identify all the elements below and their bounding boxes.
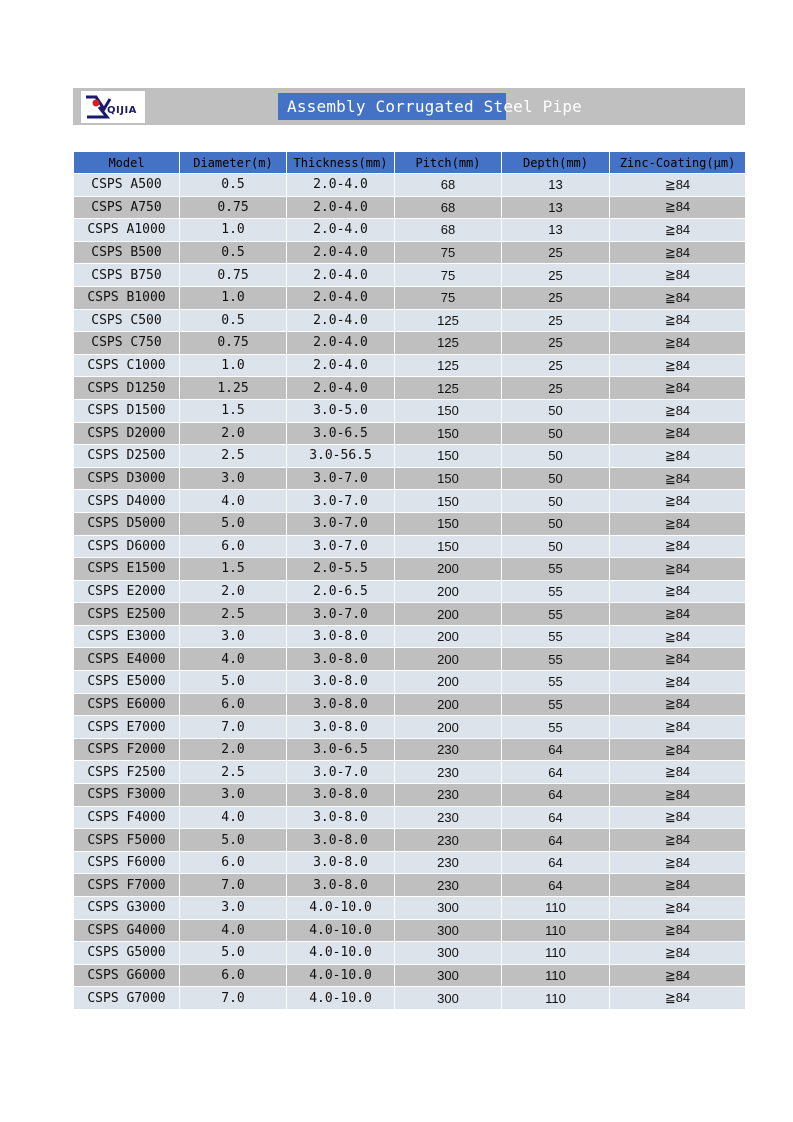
- cell-zinc: ≧84: [610, 467, 746, 490]
- cell-thickness: 2.0-6.5: [287, 580, 395, 603]
- table-row: [74, 580, 746, 603]
- cell-zinc: ≧84: [610, 784, 746, 807]
- column-header-thickness: Thickness(mm): [287, 152, 395, 174]
- cell-thickness: 3.0-8.0: [287, 784, 395, 807]
- page-title: [278, 93, 582, 120]
- cell-zinc: ≧84: [610, 445, 746, 468]
- cell-thickness: 2.0-4.0: [287, 264, 395, 287]
- cell-depth: 13: [502, 174, 610, 197]
- cell-model: CSPS E2000: [74, 580, 180, 603]
- cell-depth: 50: [502, 512, 610, 535]
- cell-model: CSPS C1000: [74, 354, 180, 377]
- cell-zinc: ≧84: [610, 761, 746, 784]
- cell-diameter: 1.5: [180, 399, 287, 422]
- cell-diameter: 4.0: [180, 919, 287, 942]
- cell-model: CSPS F4000: [74, 806, 180, 829]
- cell-diameter: 0.5: [180, 309, 287, 332]
- cell-diameter: 2.0: [180, 738, 287, 761]
- cell-depth: 64: [502, 761, 610, 784]
- cell-pitch: 68: [395, 196, 502, 219]
- cell-depth: 55: [502, 648, 610, 671]
- table-row: [74, 919, 746, 942]
- table-row: [74, 874, 746, 897]
- cell-diameter: 1.5: [180, 558, 287, 581]
- cell-thickness: 3.0-8.0: [287, 716, 395, 739]
- cell-diameter: 6.0: [180, 964, 287, 987]
- cell-model: CSPS B500: [74, 241, 180, 264]
- cell-depth: 110: [502, 897, 610, 920]
- cell-model: CSPS D6000: [74, 535, 180, 558]
- cell-pitch: 150: [395, 422, 502, 445]
- cell-zinc: ≧84: [610, 716, 746, 739]
- cell-zinc: ≧84: [610, 535, 746, 558]
- cell-model: CSPS A500: [74, 174, 180, 197]
- table-row: [74, 625, 746, 648]
- table-row: [74, 671, 746, 694]
- cell-zinc: ≧84: [610, 851, 746, 874]
- cell-thickness: 3.0-8.0: [287, 693, 395, 716]
- cell-depth: 64: [502, 784, 610, 807]
- cell-pitch: 230: [395, 806, 502, 829]
- cell-thickness: 4.0-10.0: [287, 987, 395, 1010]
- cell-depth: 50: [502, 445, 610, 468]
- cell-zinc: ≧84: [610, 671, 746, 694]
- cell-model: CSPS F3000: [74, 784, 180, 807]
- cell-diameter: 6.0: [180, 851, 287, 874]
- cell-diameter: 3.0: [180, 625, 287, 648]
- cell-diameter: 5.0: [180, 671, 287, 694]
- cell-thickness: 3.0-8.0: [287, 874, 395, 897]
- cell-thickness: 3.0-7.0: [287, 761, 395, 784]
- cell-pitch: 200: [395, 558, 502, 581]
- cell-zinc: ≧84: [610, 603, 746, 626]
- cell-model: CSPS G4000: [74, 919, 180, 942]
- cell-model: CSPS D5000: [74, 512, 180, 535]
- cell-diameter: 2.5: [180, 603, 287, 626]
- cell-pitch: 200: [395, 580, 502, 603]
- table-row: [74, 942, 746, 965]
- cell-diameter: 1.0: [180, 354, 287, 377]
- column-header-model: Model: [74, 152, 180, 174]
- cell-pitch: 300: [395, 942, 502, 965]
- cell-model: CSPS G7000: [74, 987, 180, 1010]
- cell-depth: 55: [502, 558, 610, 581]
- cell-depth: 25: [502, 241, 610, 264]
- cell-zinc: ≧84: [610, 806, 746, 829]
- cell-zinc: ≧84: [610, 738, 746, 761]
- table-row: [74, 490, 746, 513]
- cell-diameter: 0.75: [180, 264, 287, 287]
- cell-diameter: 5.0: [180, 942, 287, 965]
- cell-depth: 50: [502, 399, 610, 422]
- cell-zinc: ≧84: [610, 558, 746, 581]
- cell-zinc: ≧84: [610, 354, 746, 377]
- cell-thickness: 2.0-5.5: [287, 558, 395, 581]
- cell-pitch: 125: [395, 354, 502, 377]
- cell-depth: 64: [502, 874, 610, 897]
- cell-diameter: 0.5: [180, 241, 287, 264]
- cell-zinc: ≧84: [610, 987, 746, 1010]
- cell-diameter: 2.5: [180, 445, 287, 468]
- cell-diameter: 4.0: [180, 490, 287, 513]
- logo-text: QIJIA: [107, 105, 137, 116]
- cell-depth: 55: [502, 716, 610, 739]
- cell-depth: 55: [502, 693, 610, 716]
- cell-depth: 110: [502, 987, 610, 1010]
- cell-zinc: ≧84: [610, 512, 746, 535]
- cell-zinc: ≧84: [610, 874, 746, 897]
- cell-pitch: 150: [395, 535, 502, 558]
- cell-depth: 55: [502, 671, 610, 694]
- cell-thickness: 3.0-8.0: [287, 625, 395, 648]
- cell-pitch: 150: [395, 490, 502, 513]
- table-row: [74, 219, 746, 242]
- cell-zinc: ≧84: [610, 377, 746, 400]
- cell-pitch: 125: [395, 309, 502, 332]
- cell-diameter: 7.0: [180, 716, 287, 739]
- cell-diameter: 2.5: [180, 761, 287, 784]
- cell-pitch: 230: [395, 784, 502, 807]
- cell-model: CSPS G3000: [74, 897, 180, 920]
- cell-thickness: 3.0-7.0: [287, 512, 395, 535]
- table-row: [74, 535, 746, 558]
- table-row: [74, 897, 746, 920]
- cell-pitch: 230: [395, 851, 502, 874]
- table-row: [74, 174, 746, 197]
- cell-depth: 55: [502, 580, 610, 603]
- cell-model: CSPS F2500: [74, 761, 180, 784]
- cell-model: CSPS B750: [74, 264, 180, 287]
- cell-thickness: 3.0-6.5: [287, 422, 395, 445]
- cell-depth: 64: [502, 829, 610, 852]
- cell-pitch: 300: [395, 987, 502, 1010]
- cell-pitch: 300: [395, 964, 502, 987]
- cell-depth: 55: [502, 625, 610, 648]
- cell-diameter: 4.0: [180, 648, 287, 671]
- cell-pitch: 68: [395, 219, 502, 242]
- table-row: [74, 603, 746, 626]
- header-bar: [73, 88, 745, 125]
- cell-diameter: 2.0: [180, 580, 287, 603]
- cell-pitch: 125: [395, 332, 502, 355]
- column-header-depth: Depth(mm): [502, 152, 610, 174]
- column-header-diameter: Diameter(m): [180, 152, 287, 174]
- table-row: [74, 286, 746, 309]
- cell-zinc: ≧84: [610, 422, 746, 445]
- cell-depth: 25: [502, 377, 610, 400]
- table-row: [74, 241, 746, 264]
- cell-zinc: ≧84: [610, 174, 746, 197]
- cell-model: CSPS G6000: [74, 964, 180, 987]
- cell-thickness: 3.0-8.0: [287, 648, 395, 671]
- cell-zinc: ≧84: [610, 286, 746, 309]
- cell-model: CSPS F2000: [74, 738, 180, 761]
- table-row: [74, 761, 746, 784]
- cell-model: CSPS E2500: [74, 603, 180, 626]
- cell-pitch: 150: [395, 445, 502, 468]
- cell-depth: 25: [502, 309, 610, 332]
- cell-model: CSPS D1500: [74, 399, 180, 422]
- table-row: [74, 693, 746, 716]
- cell-diameter: 3.0: [180, 784, 287, 807]
- table-row: [74, 512, 746, 535]
- cell-pitch: 200: [395, 671, 502, 694]
- cell-pitch: 200: [395, 693, 502, 716]
- table-row: [74, 784, 746, 807]
- table-row: [74, 264, 746, 287]
- cell-diameter: 1.0: [180, 219, 287, 242]
- cell-thickness: 3.0-8.0: [287, 851, 395, 874]
- cell-zinc: ≧84: [610, 264, 746, 287]
- cell-thickness: 2.0-4.0: [287, 377, 395, 400]
- cell-depth: 64: [502, 851, 610, 874]
- cell-pitch: 200: [395, 648, 502, 671]
- column-header-pitch: Pitch(mm): [395, 152, 502, 174]
- cell-model: CSPS A750: [74, 196, 180, 219]
- table-header-row: [74, 152, 746, 174]
- cell-zinc: ≧84: [610, 829, 746, 852]
- cell-pitch: 75: [395, 286, 502, 309]
- spec-table: [73, 151, 746, 1010]
- cell-diameter: 5.0: [180, 829, 287, 852]
- cell-thickness: 3.0-7.0: [287, 603, 395, 626]
- cell-model: CSPS D2000: [74, 422, 180, 445]
- cell-zinc: ≧84: [610, 580, 746, 603]
- cell-zinc: ≧84: [610, 648, 746, 671]
- cell-zinc: ≧84: [610, 942, 746, 965]
- cell-diameter: 0.5: [180, 174, 287, 197]
- table-row: [74, 332, 746, 355]
- cell-depth: 110: [502, 919, 610, 942]
- cell-zinc: ≧84: [610, 399, 746, 422]
- cell-pitch: 68: [395, 174, 502, 197]
- cell-depth: 25: [502, 286, 610, 309]
- cell-pitch: 300: [395, 919, 502, 942]
- cell-zinc: ≧84: [610, 625, 746, 648]
- cell-thickness: 4.0-10.0: [287, 942, 395, 965]
- table-row: [74, 716, 746, 739]
- cell-depth: 55: [502, 603, 610, 626]
- cell-depth: 50: [502, 422, 610, 445]
- company-logo: [81, 91, 145, 123]
- cell-pitch: 150: [395, 512, 502, 535]
- cell-zinc: ≧84: [610, 219, 746, 242]
- cell-diameter: 5.0: [180, 512, 287, 535]
- cell-thickness: 2.0-4.0: [287, 196, 395, 219]
- cell-zinc: ≧84: [610, 241, 746, 264]
- cell-model: CSPS D4000: [74, 490, 180, 513]
- title-text: Assembly Corrugated Steel Pipe: [287, 97, 582, 116]
- table-row: [74, 738, 746, 761]
- table-row: [74, 399, 746, 422]
- cell-thickness: 2.0-4.0: [287, 286, 395, 309]
- table-row: [74, 987, 746, 1010]
- cell-zinc: ≧84: [610, 897, 746, 920]
- cell-zinc: ≧84: [610, 332, 746, 355]
- cell-zinc: ≧84: [610, 196, 746, 219]
- column-header-zinc: Zinc-Coating(μm): [610, 152, 746, 174]
- cell-pitch: 75: [395, 241, 502, 264]
- cell-diameter: 3.0: [180, 467, 287, 490]
- cell-diameter: 0.75: [180, 332, 287, 355]
- cell-thickness: 3.0-5.0: [287, 399, 395, 422]
- cell-thickness: 4.0-10.0: [287, 897, 395, 920]
- table-row: [74, 309, 746, 332]
- table-row: [74, 354, 746, 377]
- cell-pitch: 230: [395, 738, 502, 761]
- cell-thickness: 3.0-7.0: [287, 535, 395, 558]
- cell-pitch: 230: [395, 761, 502, 784]
- cell-thickness: 3.0-8.0: [287, 806, 395, 829]
- cell-depth: 50: [502, 467, 610, 490]
- cell-model: CSPS F5000: [74, 829, 180, 852]
- cell-pitch: 300: [395, 897, 502, 920]
- cell-model: CSPS A1000: [74, 219, 180, 242]
- cell-depth: 13: [502, 219, 610, 242]
- cell-depth: 50: [502, 490, 610, 513]
- cell-thickness: 2.0-4.0: [287, 219, 395, 242]
- cell-thickness: 3.0-7.0: [287, 490, 395, 513]
- cell-model: CSPS C500: [74, 309, 180, 332]
- cell-zinc: ≧84: [610, 309, 746, 332]
- table-row: [74, 422, 746, 445]
- cell-model: CSPS B1000: [74, 286, 180, 309]
- table-row: [74, 445, 746, 468]
- cell-pitch: 200: [395, 716, 502, 739]
- cell-model: CSPS E1500: [74, 558, 180, 581]
- table-row: [74, 558, 746, 581]
- cell-pitch: 200: [395, 625, 502, 648]
- cell-diameter: 2.0: [180, 422, 287, 445]
- cell-model: CSPS D3000: [74, 467, 180, 490]
- cell-model: CSPS F7000: [74, 874, 180, 897]
- cell-thickness: 3.0-7.0: [287, 467, 395, 490]
- table-row: [74, 467, 746, 490]
- cell-thickness: 3.0-6.5: [287, 738, 395, 761]
- table-row: [74, 377, 746, 400]
- cell-thickness: 2.0-4.0: [287, 174, 395, 197]
- cell-diameter: 6.0: [180, 535, 287, 558]
- cell-zinc: ≧84: [610, 964, 746, 987]
- cell-thickness: 2.0-4.0: [287, 241, 395, 264]
- table-row: [74, 196, 746, 219]
- cell-thickness: 2.0-4.0: [287, 309, 395, 332]
- cell-model: CSPS E4000: [74, 648, 180, 671]
- cell-depth: 25: [502, 354, 610, 377]
- cell-diameter: 3.0: [180, 897, 287, 920]
- cell-zinc: ≧84: [610, 693, 746, 716]
- table-body: [74, 174, 746, 1010]
- cell-model: CSPS E6000: [74, 693, 180, 716]
- table-row: [74, 829, 746, 852]
- cell-thickness: 2.0-4.0: [287, 354, 395, 377]
- cell-depth: 13: [502, 196, 610, 219]
- cell-pitch: 75: [395, 264, 502, 287]
- cell-thickness: 3.0-8.0: [287, 671, 395, 694]
- cell-pitch: 230: [395, 829, 502, 852]
- table-row: [74, 806, 746, 829]
- cell-diameter: 4.0: [180, 806, 287, 829]
- cell-depth: 110: [502, 942, 610, 965]
- cell-depth: 64: [502, 806, 610, 829]
- cell-model: CSPS C750: [74, 332, 180, 355]
- cell-diameter: 1.0: [180, 286, 287, 309]
- cell-model: CSPS F6000: [74, 851, 180, 874]
- cell-model: CSPS E5000: [74, 671, 180, 694]
- cell-pitch: 150: [395, 467, 502, 490]
- table-row: [74, 851, 746, 874]
- cell-zinc: ≧84: [610, 490, 746, 513]
- cell-pitch: 230: [395, 874, 502, 897]
- cell-diameter: 7.0: [180, 874, 287, 897]
- cell-depth: 50: [502, 535, 610, 558]
- cell-model: CSPS D1250: [74, 377, 180, 400]
- cell-depth: 64: [502, 738, 610, 761]
- cell-depth: 110: [502, 964, 610, 987]
- cell-thickness: 2.0-4.0: [287, 332, 395, 355]
- cell-zinc: ≧84: [610, 919, 746, 942]
- cell-depth: 25: [502, 332, 610, 355]
- cell-diameter: 7.0: [180, 987, 287, 1010]
- cell-diameter: 0.75: [180, 196, 287, 219]
- cell-depth: 25: [502, 264, 610, 287]
- cell-diameter: 6.0: [180, 693, 287, 716]
- cell-model: CSPS E3000: [74, 625, 180, 648]
- cell-model: CSPS G5000: [74, 942, 180, 965]
- table-row: [74, 964, 746, 987]
- cell-model: CSPS D2500: [74, 445, 180, 468]
- cell-pitch: 200: [395, 603, 502, 626]
- cell-model: CSPS E7000: [74, 716, 180, 739]
- table-row: [74, 648, 746, 671]
- cell-diameter: 1.25: [180, 377, 287, 400]
- cell-thickness: 3.0-8.0: [287, 829, 395, 852]
- cell-thickness: 4.0-10.0: [287, 964, 395, 987]
- cell-pitch: 125: [395, 377, 502, 400]
- cell-pitch: 150: [395, 399, 502, 422]
- cell-thickness: 3.0-56.5: [287, 445, 395, 468]
- cell-thickness: 4.0-10.0: [287, 919, 395, 942]
